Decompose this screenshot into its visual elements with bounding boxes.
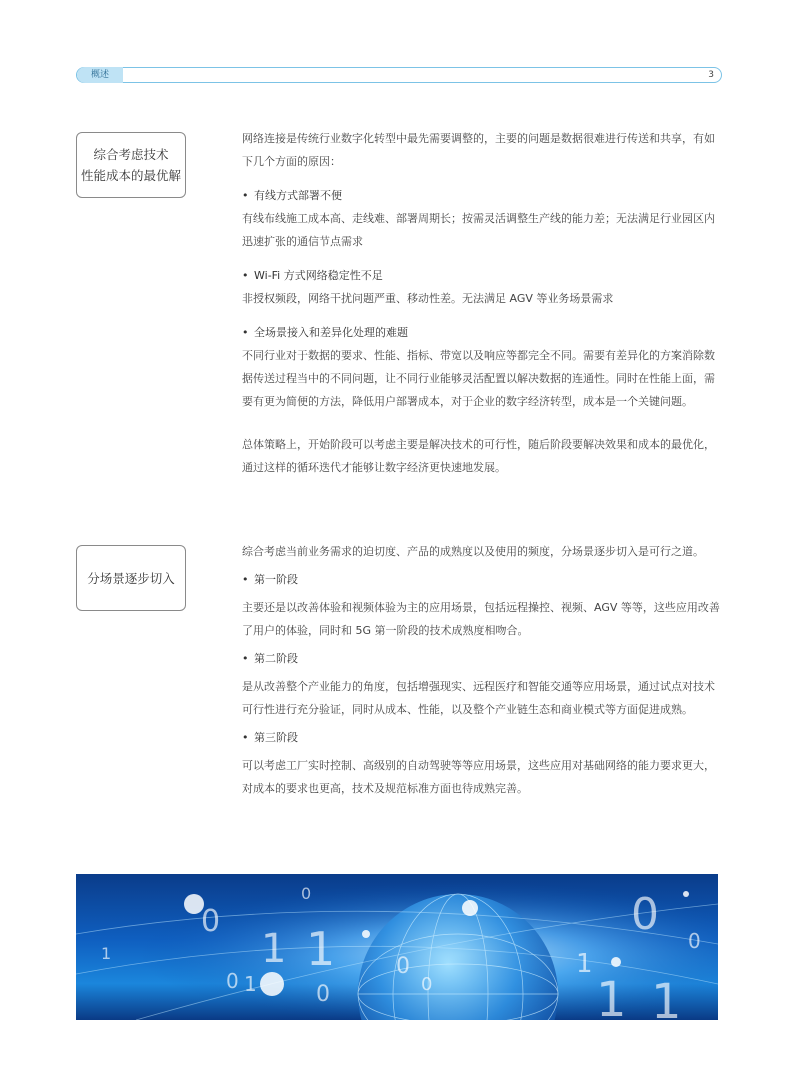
hero-image-digital-globe [76,874,718,1020]
binary-digit: 1 [261,926,287,972]
binary-digit: 1 [306,922,336,976]
section-tab: 概述 [77,67,123,83]
binary-digit: 0 [226,969,239,993]
bullet-title: • 全场景接入和差异化处理的难题 [242,321,722,344]
section2-intro: 综合考虑当前业务需求的迫切度、产品的成熟度以及使用的频度，分场景逐步切入是可行之道。 [242,545,704,558]
section2-label-box [76,545,186,611]
stage-text: 是从改善整个产业能力的角度，包括增强现实、远程医疗和智能交通等应用场景，通过试点对技术可行性进行充分验证，同时从成本、性能，以及整个产业链生态和商业模式等方面促进成熟。 [242,680,715,716]
bullet-text: 非授权频段，网络干扰问题严重、移动性差。无法满足 AGV 等业务场景需求 [242,292,614,305]
stage-text: 可以考虑工厂实时控制、高级别的自动驾驶等等应用场景，这些应用对基础网络的能力要求更大，对成本的要求也更高，技术及规范标准方面也待成熟完善。 [242,759,715,795]
stage-title: • 第一阶段 [242,568,722,591]
bullet-title: • Wi-Fi 方式网络稳定性不足 [242,264,722,287]
binary-digit: 0 [688,929,701,953]
section-header-bar [76,67,722,83]
section2-content [242,540,722,800]
binary-digit: 1 [596,972,627,1020]
binary-digit: 1 [101,944,112,963]
binary-digit: 0 [631,889,659,940]
section1-summary: 总体策略上，开始阶段可以考虑主要是解决技术的可行性，随后阶段要解决效果和成本的最优化，通过这样的循环迭代才能够让数字经济更快速地发展。 [242,438,715,474]
stage-title: • 第二阶段 [242,647,722,670]
section1-label-line1: 综合考虑技术 [93,147,169,162]
binary-digit: 1 [576,949,593,979]
binary-digit: 0 [396,954,410,979]
section1-content [242,127,722,479]
binary-digit: 0 [421,974,433,995]
stage-title: • 第三阶段 [242,726,722,749]
section1-label-line2: 性能成本的最优解 [80,168,181,183]
binary-digit: 0 [201,904,221,939]
binary-digit: 0 [301,884,312,903]
binary-digit: 1 [651,974,682,1020]
section2-label: 分场景逐步切入 [87,570,175,586]
section1-label-box [76,132,186,198]
section1-intro: 网络连接是传统行业数字化转型中最先需要调整的，主要的问题是数据很难进行传送和共享，有如下几个方面的原因： [242,132,715,168]
bullet-text: 有线布线施工成本高、走线难、部署周期长；按需灵活调整生产线的能力差；无法满足行业园区内迅速扩张的通信节点需求 [242,212,715,248]
stage-text: 主要还是以改善体验和视频体验为主的应用场景，包括远程操控、视频、AGV 等等，这些应用改善了用户的体验，同时和 5G 第一阶段的技术成熟度相吻合。 [242,601,720,637]
binary-digit: 1 [244,972,257,996]
page-number: 3 [708,70,714,80]
bullet-text: 不同行业对于数据的要求、性能、指标、带宽以及响应等都完全不同。需要有差异化的方案消除数据传送过程当中的不同问题，让不同行业能够灵活配置以解决数据的连通性。同时在性能上面，需要有更为简便的方法，降低用户部署成本，对于企业的数字经济转型，成本是一个关键问题。 [242,349,715,408]
binary-digit: 0 [316,982,330,1007]
bullet-title: • 有线方式部署不便 [242,184,722,207]
